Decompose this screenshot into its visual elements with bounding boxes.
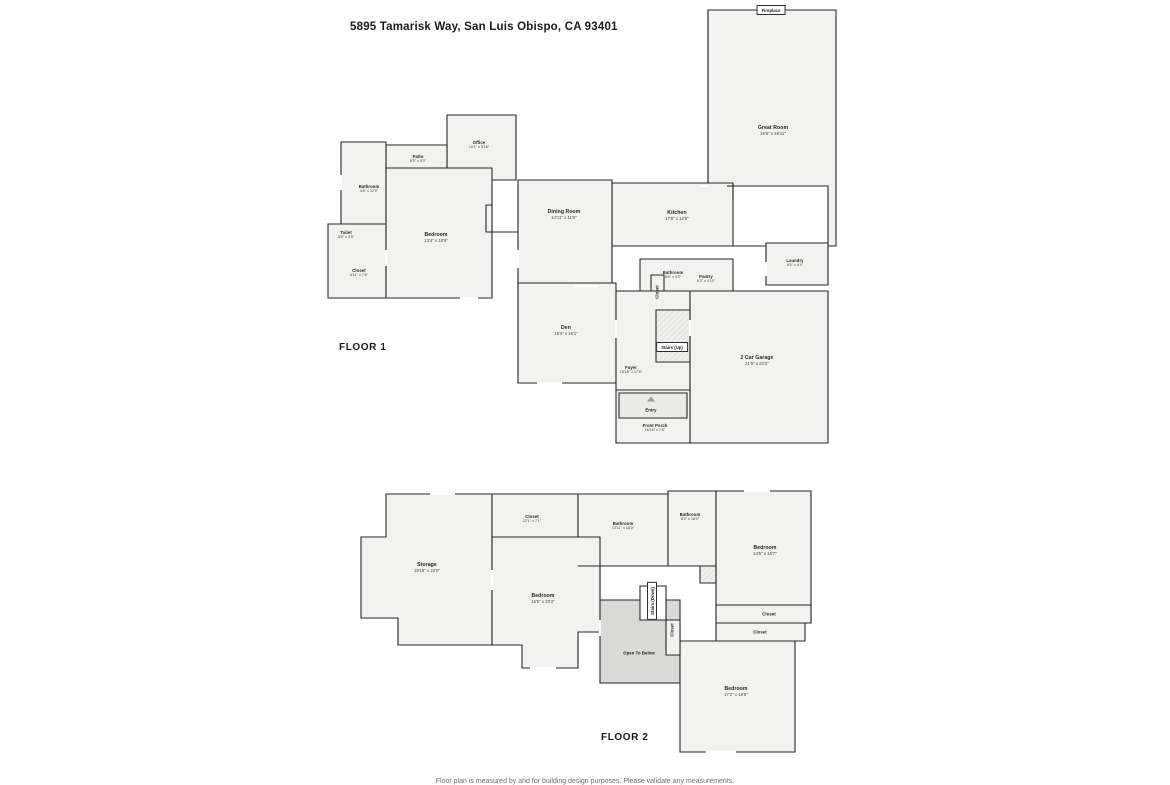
stairs-down-label: Stairs (Down) — [647, 582, 657, 620]
room-closet-floor2-b: Closet — [753, 629, 767, 635]
room-bathroom-2: Bathroom 5'9" x 4'3" — [662, 270, 684, 280]
room-closet-hall: Closet — [654, 285, 660, 299]
room-bedroom-floor2-1: Bedroom 14'5" x 16'7" — [753, 545, 777, 557]
page-title: 5895 Tamarisk Way, San Luis Obispo, CA 93401 — [350, 21, 618, 33]
room-bedroom-floor2-2: Bedroom 15'5" x 20'2" — [531, 593, 555, 605]
room-storage: Storage 19'18" x 22'0" — [414, 562, 440, 574]
room-foyer: Foyer 18'18" x 17'6" — [619, 365, 643, 375]
room-laundry: Laundry 8'5" x 6'4" — [786, 258, 804, 268]
room-bedroom-floor1: Bedroom 13'4" x 18'9" — [424, 232, 448, 244]
room-toilet: Toilet 5'6" x 3'5" — [337, 230, 355, 240]
room-open-to-below: Open To Below — [623, 650, 655, 656]
room-bedroom-floor2-3: Bedroom 17'2" x 19'6" — [724, 686, 748, 698]
room-office: Office 10'1" x 9'18" — [468, 140, 490, 150]
entry-arrow-icon — [647, 397, 655, 402]
room-closet-floor2-top: Closet 12'1" x 7'1" — [522, 514, 542, 524]
room-kitchen: Kitchen 17'8" x 12'5" — [665, 210, 689, 222]
room-closet-floor1: Closet 6'11" x 7'8" — [349, 268, 369, 278]
room-garage: 2 Car Garage 21'8" x 23'2" — [740, 355, 774, 367]
fireplace-label: Fireplace — [757, 5, 786, 15]
room-great-room: Great Room 19'6" x 48'11" — [757, 125, 789, 137]
room-den: Den 15'4" x 15'1" — [554, 325, 578, 337]
room-pantry: Pantry 6'2" x 4'10" — [696, 274, 716, 284]
room-bathroom-floor2-1: Bathroom 13'11" x 18'0" — [611, 521, 635, 531]
stairs-up-label: Stairs (Up) — [656, 342, 688, 352]
room-dining-room: Dining Room 14'11" x 11'6" — [547, 209, 581, 221]
floor2-label: FLOOR 2 — [601, 732, 649, 743]
room-bathroom-floor2-2: Bathroom 8'3" x 18'0" — [679, 512, 701, 522]
disclaimer-text: Floor plan is measured by and for building design purposes. Please validate any measurements. — [435, 778, 735, 785]
room-closet-floor2-c: Closet — [669, 623, 675, 637]
room-bathroom-1: Bathroom 4'8" x 12'5" — [358, 184, 380, 194]
room-front-porch: Front Porch 16'18" x 7'6" — [642, 423, 668, 433]
entry-label: Entry — [645, 407, 657, 413]
floor1-label: FLOOR 1 — [339, 342, 387, 353]
room-patio: Patio 8'5" x 5'3" — [409, 154, 427, 164]
room-closet-floor2-a: Closet — [762, 611, 776, 617]
